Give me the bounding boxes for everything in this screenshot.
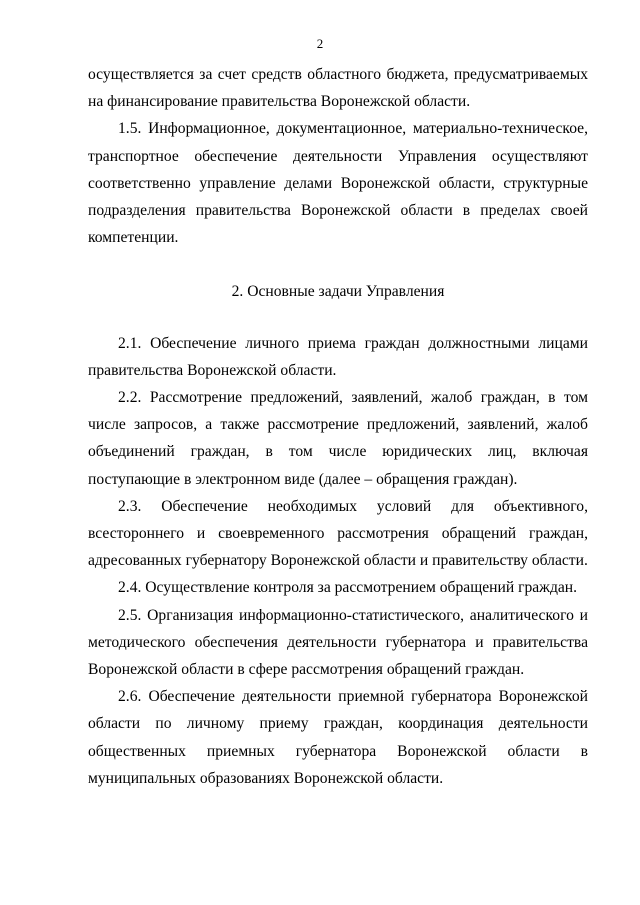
paragraph-continuation: осуществляется за счет средств областного бюджета, предусматриваемых на финансирование правительства Воронежской области. [88, 66, 588, 111]
paragraph-2-6: 2.6. Обеспечение деятельности приемной губернатора Воронежской области по личному приему граждан, координация деятельности общественных приемных губернатора Воронежской области в муниципальных образованиях Воронежской области. [88, 688, 588, 787]
paragraph-2-2: 2.2. Рассмотрение предложений, заявлений, жалоб граждан, в том числе запросов, а также рассмотрение предложений, заявлений, жалоб объединений граждан, в том числе юридических лиц, включая поступающие в электронном виде (далее – обращения граждан). [88, 389, 588, 488]
paragraph-2-4: 2.4. Осуществление контроля за рассмотрением обращений граждан. [118, 579, 578, 597]
paragraph-2-1: 2.1. Обеспечение личного приема граждан должностными лицами правительства Воронежской области. [88, 334, 588, 379]
document-body [88, 61, 588, 792]
paragraph-2-3: 2.3. Обеспечение необходимых условий для объективного, всестороннего и своевременного рассмотрения обращений граждан, адресованных губернатору Воронежской области и правительству области. [88, 497, 588, 570]
paragraph-1-5: 1.5. Информационное, документационное, материально-техническое, транспортное обеспечение деятельности Управления осуществляют соответственно управление делами Воронежской области, структурные подразделения правительства Воронежской области в пределах своей компетенции. [88, 120, 588, 247]
section-heading: 2. Основные задачи Управления [231, 283, 445, 301]
paragraph-2-5: 2.5. Организация информационно-статистического, аналитического и методического обеспечения деятельности губернатора и правительства Воронежской области в сфере рассмотрения обращений граждан. [88, 606, 588, 679]
page-number: 2 [316, 36, 324, 51]
